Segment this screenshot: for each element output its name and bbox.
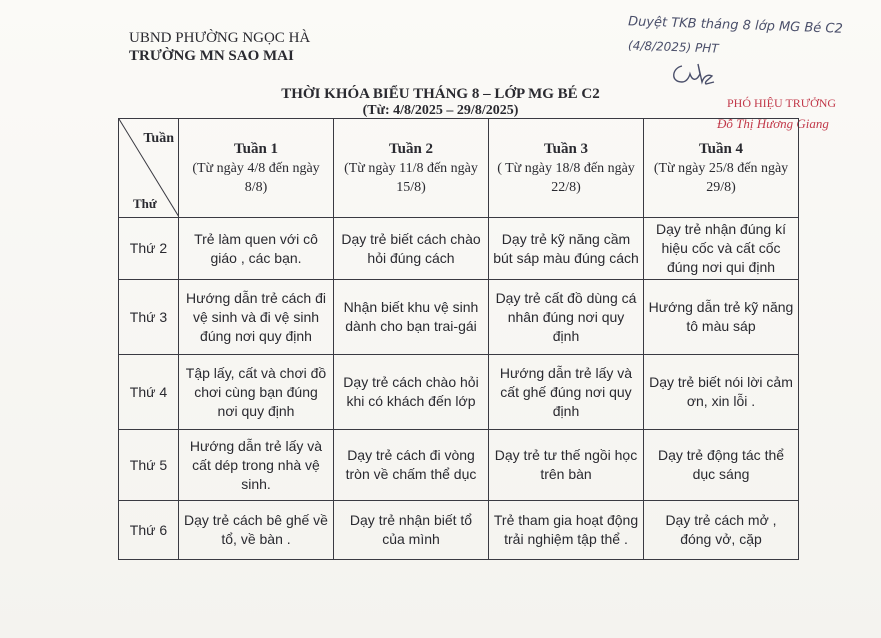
week-header <box>644 119 799 218</box>
week-header <box>489 119 644 218</box>
activity-cell: Dạy trẻ cách bê ghế về tổ, về bàn . <box>179 501 334 560</box>
week-range: (Từ ngày 4/8 đến ngày 8/8) <box>192 160 320 195</box>
week-label: Tuần 3 <box>543 140 589 157</box>
authority-name: UBND PHƯỜNG NGỌC HÀ <box>129 30 311 46</box>
activity-cell: Hướng dẫn trẻ lấy và cất ghế đúng nơi quy định <box>489 355 644 430</box>
activity-cell: Hướng dẫn trẻ kỹ năng tô màu sáp <box>644 280 799 355</box>
week-label: Tuần 1 <box>233 140 279 157</box>
activity-cell: Trẻ tham gia hoạt động trải nghiệm tập thể . <box>489 501 644 560</box>
header-row <box>119 119 799 218</box>
week-range: (Từ ngày 25/8 đến ngày 29/8) <box>653 160 789 195</box>
corner-day-label: Thứ <box>133 196 157 211</box>
table-row <box>119 501 799 560</box>
week-label: Tuần 2 <box>388 140 434 157</box>
corner-week-label: Tuần <box>143 131 174 146</box>
document-subtitle: (Từ: 4/8/2025 – 29/8/2025) <box>362 103 519 118</box>
activity-cell: Tập lấy, cất và chơi đồ chơi cùng bạn đúng nơi quy định <box>179 355 334 430</box>
day-label: Thứ 2 <box>119 218 179 280</box>
table-row <box>119 430 799 501</box>
week-label: Tuần 4 <box>698 140 744 157</box>
day-label: Thứ 5 <box>119 430 179 501</box>
activity-cell: Dạy trẻ cách mở , đóng vở, cặp <box>644 501 799 560</box>
activity-cell: Dạy trẻ cất đồ dùng cá nhân đúng nơi quy định <box>489 280 644 355</box>
day-label: Thứ 3 <box>119 280 179 355</box>
approval-note: Duyệt TKB tháng 8 lớp MG Bé C2 <box>627 14 843 37</box>
table-row <box>119 280 799 355</box>
activity-cell: Trẻ làm quen với cô giáo , các bạn. <box>179 218 334 280</box>
table-row <box>119 355 799 430</box>
activity-cell: Dạy trẻ cách đi vòng tròn về chấm thể dục <box>334 430 489 501</box>
week-header <box>334 119 489 218</box>
stamp-signature-name: Đỗ Thị Hương Giang <box>717 116 829 131</box>
activity-cell: Dạy trẻ động tác thể dục sáng <box>644 430 799 501</box>
activity-cell: Dạy trẻ biết cách chào hỏi đúng cách <box>334 218 489 280</box>
document-title: THỜI KHÓA BIỂU THÁNG 8 – LỚP MG BÉ C2 <box>281 86 600 102</box>
activity-cell: Dạy trẻ tư thế ngồi học trên bàn <box>489 430 644 501</box>
activity-cell: Dạy trẻ biết nói lời cảm ơn, xin lỗi . <box>644 355 799 430</box>
stamp-title: PHÓ HIỆU TRƯỞNG <box>727 96 837 110</box>
activity-cell: Dạy trẻ nhận biết tổ của mình <box>334 501 489 560</box>
week-range: ( Từ ngày 18/8 đến ngày 22/8) <box>497 160 635 195</box>
approval-date-note: (4/8/2025) PHT <box>627 38 719 56</box>
week-header <box>179 119 334 218</box>
activity-cell: Dạy trẻ nhận đúng kí hiệu cốc và cất cốc đúng nơi qui định <box>644 218 799 280</box>
school-name: TRƯỜNG MN SAO MAI <box>129 48 294 64</box>
day-label: Thứ 6 <box>119 501 179 560</box>
activity-cell: Nhận biết khu vệ sinh dành cho bạn trai-gái <box>334 280 489 355</box>
table-row <box>119 218 799 280</box>
activity-cell: Dạy trẻ cách chào hỏi khi có khách đến lớp <box>334 355 489 430</box>
activity-cell: Dạy trẻ kỹ năng cầm bút sáp màu đúng cách <box>489 218 644 280</box>
activity-cell: Hướng dẫn trẻ cách đi vệ sinh và đi vệ sinh đúng nơi quy định <box>179 280 334 355</box>
corner-cell <box>119 119 179 218</box>
activity-cell: Hướng dẫn trẻ lấy và cất dép trong nhà vệ sinh. <box>179 430 334 501</box>
day-label: Thứ 4 <box>119 355 179 430</box>
signature-scribble <box>668 60 718 88</box>
week-range: (Từ ngày 11/8 đến ngày 15/8) <box>344 160 478 195</box>
timetable <box>118 118 799 560</box>
